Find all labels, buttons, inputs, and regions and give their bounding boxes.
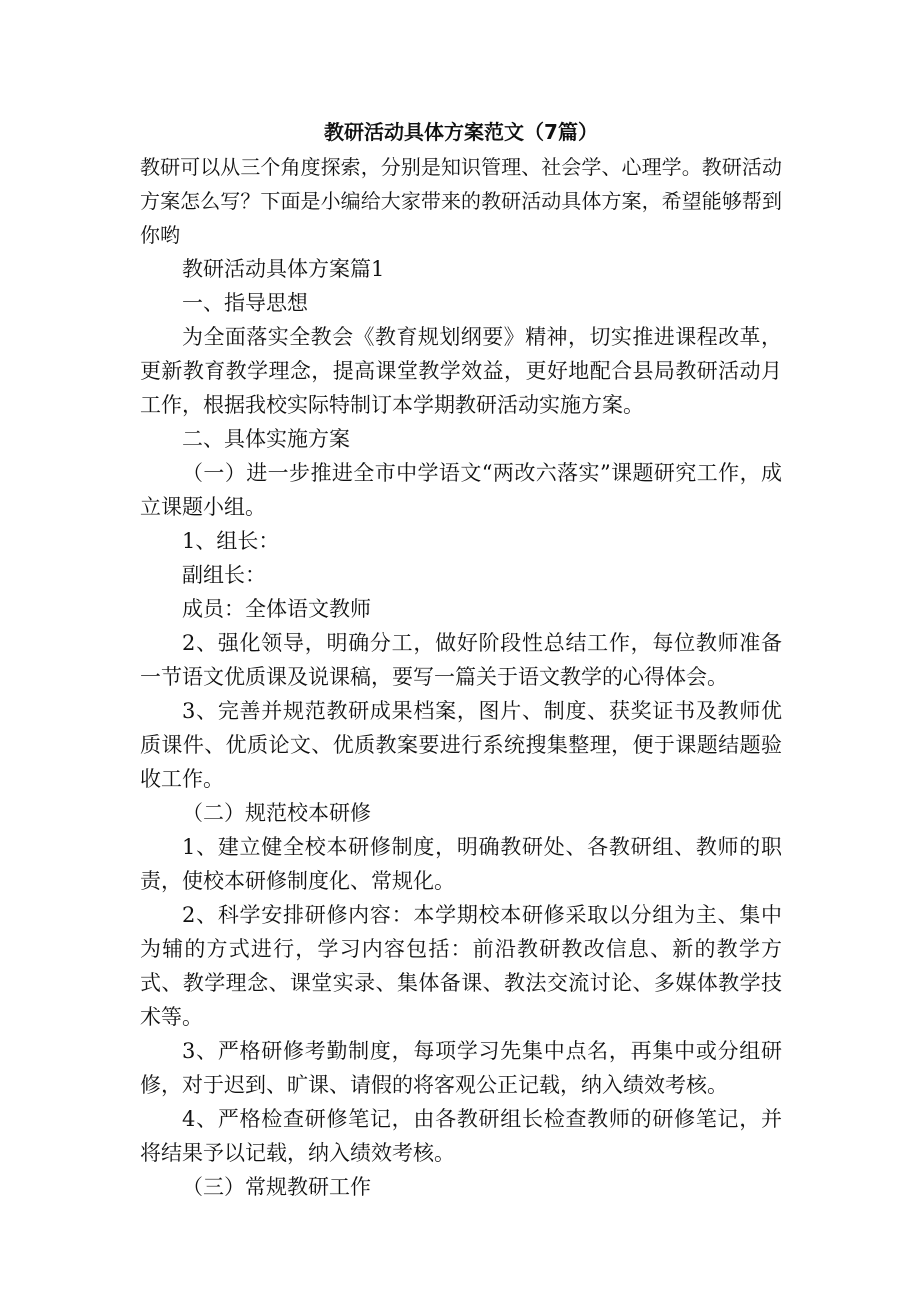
paragraph: 副组长：	[182, 563, 266, 587]
paragraph: 一、指导思想	[182, 291, 308, 315]
paragraph: （三）常规教研工作	[182, 1175, 371, 1199]
paragraph: 4、严格检查研修笔记，由各教研组长检查教师的研修笔记，并将结果予以记载，纳入绩效考核。	[140, 1107, 782, 1165]
paragraph: 教研活动具体方案篇1	[182, 257, 385, 281]
paragraph: 为全面落实全教会《教育规划纲要》精神，切实推进课程改革，更新教育教学理念，提高课堂教学效益，更好地配合县局教研活动月工作，根据我校实际特制订本学期教研活动实施方案。	[140, 325, 782, 417]
paragraph-list	[140, 150, 782, 1204]
paragraph: 1、组长：	[182, 529, 280, 553]
paragraph: 1、建立健全校本研修制度，明确教研处、各教研组、教师的职责，使校本研修制度化、常规化。	[140, 835, 782, 893]
paragraph: 教研可以从三个角度探索，分别是知识管理、社会学、心理学。教研活动方案怎么写？下面是小编给大家带来的教研活动具体方案，希望能够帮到你哟	[140, 155, 782, 247]
document-title: 教研活动具体方案范文（7篇）	[324, 120, 598, 144]
paragraph: 2、强化领导，明确分工，做好阶段性总结工作，每位教师准备一节语文优质课及说课稿，要写一篇关于语文教学的心得体会。	[140, 631, 782, 689]
document-body	[140, 112, 782, 1204]
paragraph: 3、完善并规范教研成果档案，图片、制度、获奖证书及教师优质课件、优质论文、优质教案要进行系统搜集整理，便于课题结题验收工作。	[140, 699, 782, 791]
paragraph: 2、科学安排研修内容：本学期校本研修采取以分组为主、集中为辅的方式进行，学习内容包括：前沿教研教改信息、新的教学方式、教学理念、课堂实录、集体备课、教法交流讨论、多媒体教学技术等。	[140, 903, 782, 1029]
paragraph: 3、严格研修考勤制度，每项学习先集中点名，再集中或分组研修，对于迟到、旷课、请假的将客观公正记载，纳入绩效考核。	[140, 1039, 782, 1097]
paragraph: 二、具体实施方案	[182, 427, 350, 451]
paragraph: 成员：全体语文教师	[182, 597, 371, 621]
paragraph: （二）规范校本研修	[182, 801, 371, 825]
paragraph: （一）进一步推进全市中学语文“两改六落实”课题研究工作，成立课题小组。	[140, 461, 782, 519]
